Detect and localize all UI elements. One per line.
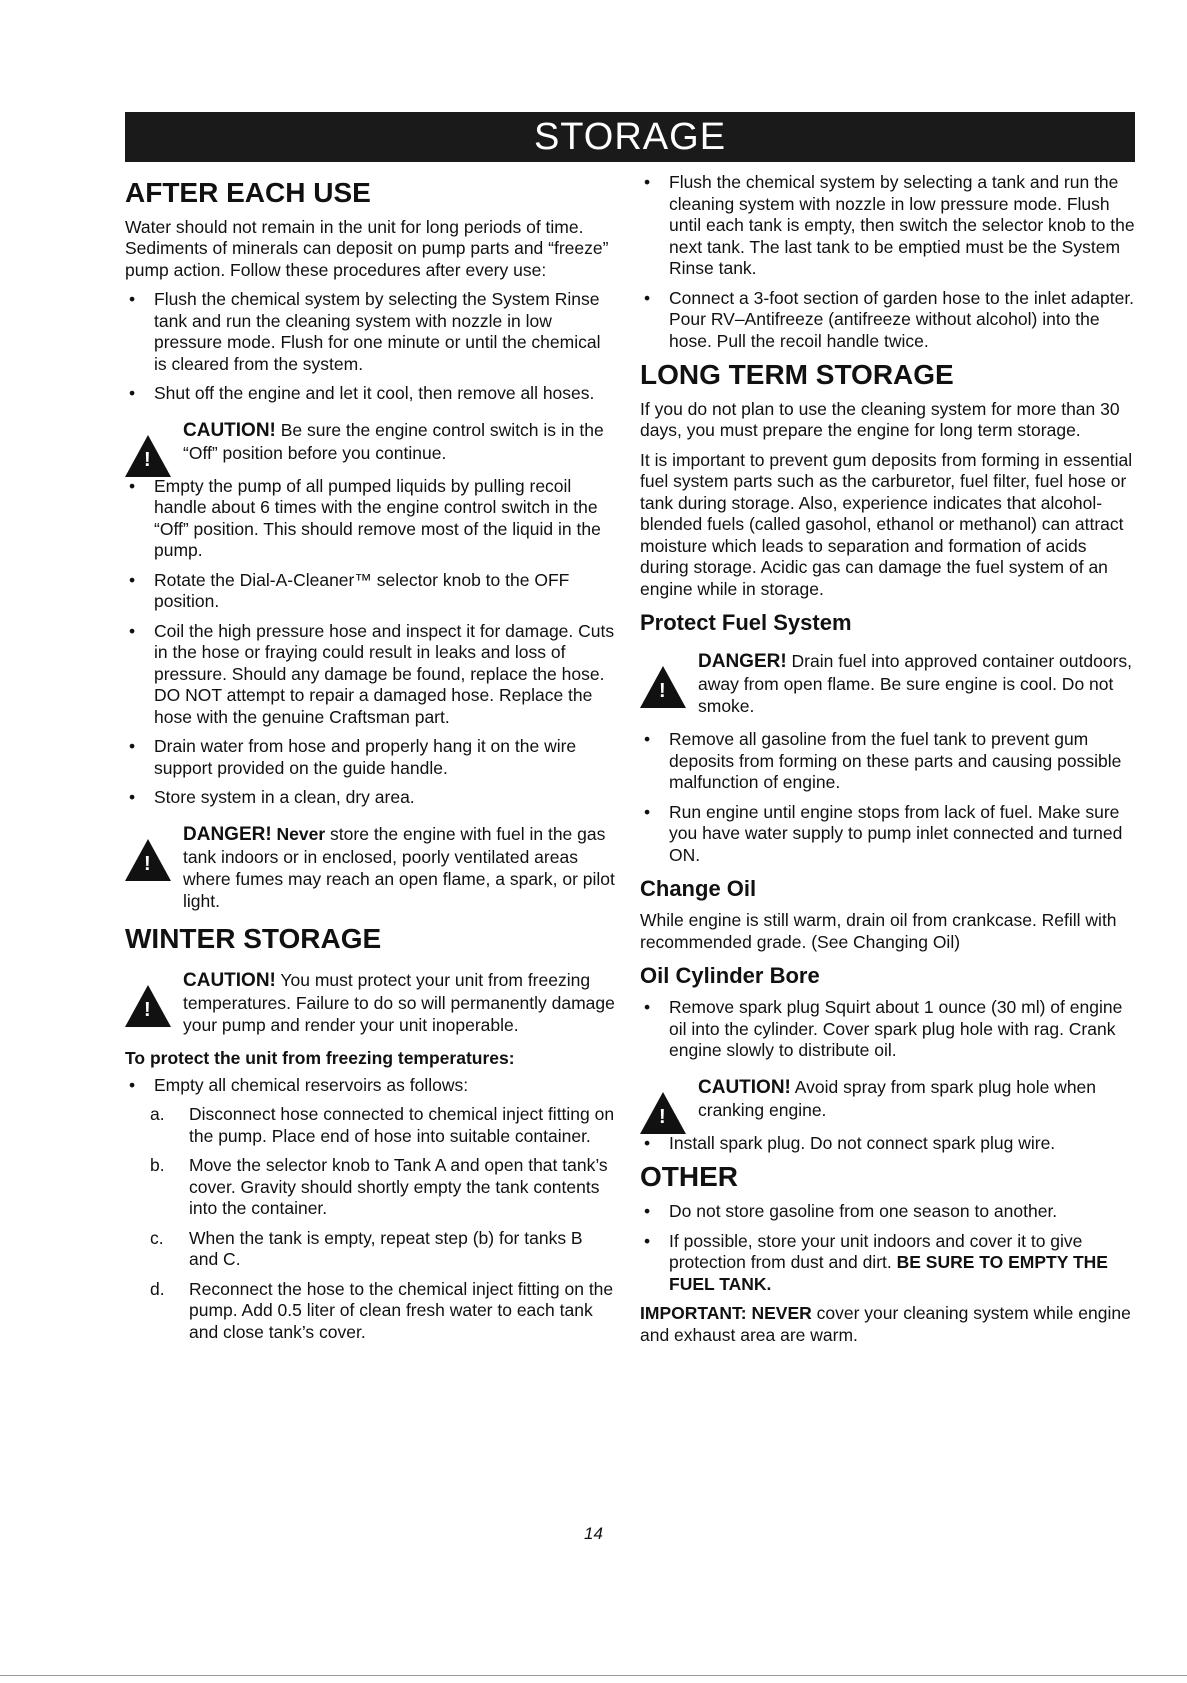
- list-item: • Rotate the Dial-A-Cleaner™ selector knob to the OFF position.: [125, 570, 615, 613]
- list-item: • Empty all chemical reservoirs as follows:: [125, 1075, 615, 1097]
- after-each-use-heading: AFTER EACH USE: [125, 177, 371, 208]
- winter-subheading: To protect the unit from freezing temperatures:: [125, 1047, 515, 1068]
- step-text: Reconnect the hose to the chemical inject fitting on the pump. Add 0.5 liter of clean fresh water to each tank and close tank’s cover.: [189, 1278, 614, 1342]
- list-item: • Remove spark plug Squirt about 1 ounce (30 ml) of engine oil into the cylinder. Cover spark plug hole with rag. Crank engine slowly to distribute oil.: [640, 997, 1135, 1062]
- step-text: When the tank is empty, repeat step (b) for tanks B and C.: [189, 1227, 583, 1270]
- list-item: • Empty the pump of all pumped liquids by pulling recoil handle about 6 times with the engine control switch in the “Off” position. This should remove most of the liquid in the pump.: [125, 476, 615, 562]
- caution-freezing: [125, 969, 615, 1036]
- danger-label: DANGER!: [698, 651, 787, 673]
- long-term-paragraph-1: If you do not plan to use the cleaning system for more than 30 days, you must prepare the engine for long term storage.: [640, 398, 1120, 441]
- other-list: [640, 1201, 1135, 1295]
- long-term-paragraph-2: It is important to prevent gum deposits from forming in essential fuel system parts such as the carburetor, fuel filter, fuel hose or tank during storage. Also, experience indicates that alcohol-blended fuels (called gasohol, ethanol or methanol) can attract moisture which leads to separation and formation of acids during storage. Acidic gas can damage the fuel system of an engine while in storage.: [640, 449, 1133, 599]
- section-banner: STORAGE: [125, 112, 1135, 162]
- list-item: • Flush the chemical system by selecting a tank and run the cleaning system with nozzle in low pressure mode. Flush until each tank is empty, then switch the selector knob to the next tank. The last tank to be emptied must be the System Rinse tank.: [640, 172, 1135, 280]
- list-item: • Store system in a clean, dry area.: [125, 787, 615, 809]
- other-bullet-emphasis: BE SURE TO EMPTY THE FUEL TANK.: [669, 1252, 1108, 1294]
- step-item: [150, 1104, 615, 1147]
- change-oil-heading: Change Oil: [640, 876, 757, 902]
- winter-list: [125, 1075, 615, 1097]
- step-item: [150, 1279, 615, 1344]
- list-item: • Run engine until engine stops from lack of fuel. Make sure you have water supply to pump inlet connected and turned ON.: [640, 802, 1135, 867]
- after-each-use-list-1: [125, 289, 615, 405]
- winter-storage-heading: WINTER STORAGE: [125, 922, 382, 954]
- oil-cylinder-heading: Oil Cylinder Bore: [640, 963, 820, 989]
- list-item: • Connect a 3-foot section of garden hose to the inlet adapter. Pour RV–Antifreeze (antifreeze without alcohol) into the hose. Pull the recoil handle twice.: [640, 288, 1135, 353]
- list-item: • Do not store gasoline from one season to another.: [640, 1201, 1135, 1223]
- caution-spark-plug: [640, 1076, 1135, 1121]
- list-item: • Install spark plug. Do not connect spark plug wire.: [640, 1133, 1135, 1155]
- protect-fuel-list: [640, 729, 1135, 866]
- left-column: [125, 172, 615, 1351]
- oil-cylinder-list-2: [640, 1133, 1135, 1155]
- step-marker: d.: [150, 1278, 165, 1299]
- caution-label: CAUTION!: [698, 1076, 791, 1098]
- list-item: • Drain water from hose and properly hang it on the wire support provided on the guide handle.: [125, 736, 615, 779]
- warning-triangle-icon: [125, 839, 171, 881]
- danger-label: DANGER!: [183, 823, 272, 845]
- change-oil-text: While engine is still warm, drain oil from crankcase. Refill with recommended grade. (See Changing Oil): [640, 910, 1117, 952]
- other-heading: OTHER: [640, 1161, 738, 1193]
- after-each-use-list-2: [125, 476, 615, 809]
- after-each-use-intro: Water should not remain in the unit for long periods of time. Sediments of minerals can deposit on pump parts and “freeze” pump action. Follow these procedures after every use:: [125, 216, 609, 280]
- caution-text: Be sure the engine control switch is in the “Off” position before you continue.: [183, 419, 604, 463]
- step-item: [150, 1155, 615, 1220]
- right-column: [640, 172, 1135, 1354]
- list-item: • Flush the chemical system by selecting the System Rinse tank and run the cleaning system with nozzle in low pressure mode. Flush for one minute or until the chemical is cleared from the system.: [125, 289, 615, 375]
- list-item: • Shut off the engine and let it cool, then remove all hoses.: [125, 383, 615, 405]
- other-bullet-text: If possible, store your unit indoors and cover it to give protection from dust and dirt.: [669, 1230, 1083, 1273]
- protect-fuel-heading: Protect Fuel System: [640, 610, 852, 636]
- caution-text: Avoid spray from spark plug hole when cranking engine.: [698, 1076, 1097, 1120]
- important-label: IMPORTANT: NEVER: [640, 1303, 812, 1324]
- warning-triangle-icon: [125, 985, 171, 1027]
- danger-drain-fuel: [640, 650, 1135, 717]
- bottom-divider: [0, 1675, 1187, 1676]
- oil-cylinder-list-1: [640, 997, 1135, 1062]
- danger-fuel-storage: [125, 823, 615, 912]
- caution-label: CAUTION!: [183, 419, 276, 441]
- danger-never: Never: [271, 823, 326, 844]
- caution-text: You must protect your unit from freezing temperatures. Failure to do so will permanently damage your pump and render your unit inoperable.: [183, 969, 615, 1035]
- step-marker: a.: [150, 1104, 165, 1125]
- step-marker: c.: [150, 1227, 164, 1248]
- long-term-storage-heading: LONG TERM STORAGE: [640, 359, 954, 390]
- page-number: 14: [584, 1524, 603, 1543]
- list-item: • Coil the high pressure hose and inspect it for damage. Cuts in the hose or fraying could result in leaks and loss of pressure. Should any damage be found, replace the hose. DO NOT attempt to repair a damaged hose. Replace the hose with the genuine Craftsman part.: [125, 621, 615, 729]
- important-text: cover your cleaning system while engine and exhaust area are warm.: [640, 1303, 1131, 1345]
- list-item: [640, 1231, 1135, 1296]
- winter-steps: [150, 1104, 615, 1343]
- danger-text: store the engine with fuel in the gas tank indoors or in enclosed, poorly ventilated areas where fumes may reach an open flame, a spark, or pilot light.: [183, 823, 615, 911]
- caution-label: CAUTION!: [183, 969, 276, 991]
- winter-list-continued: [640, 172, 1135, 352]
- warning-triangle-icon: [640, 666, 686, 708]
- important-note: [640, 1303, 1135, 1346]
- caution-engine-switch: [125, 419, 615, 464]
- step-text: Move the selector knob to Tank A and open that tank’s cover. Gravity should shortly empty the tank contents into the container.: [189, 1155, 608, 1219]
- step-marker: b.: [150, 1155, 165, 1176]
- danger-text: Drain fuel into approved container outdoors, away from open flame. Be sure engine is cool. Do not smoke.: [698, 651, 1133, 717]
- warning-triangle-icon: [640, 1092, 686, 1134]
- warning-triangle-icon: [125, 435, 171, 477]
- list-item: • Remove all gasoline from the fuel tank to prevent gum deposits from forming on these parts and causing possible malfunction of engine.: [640, 729, 1135, 794]
- step-item: [150, 1228, 615, 1271]
- step-text: Disconnect hose connected to chemical inject fitting on the pump. Place end of hose into suitable container.: [189, 1104, 615, 1146]
